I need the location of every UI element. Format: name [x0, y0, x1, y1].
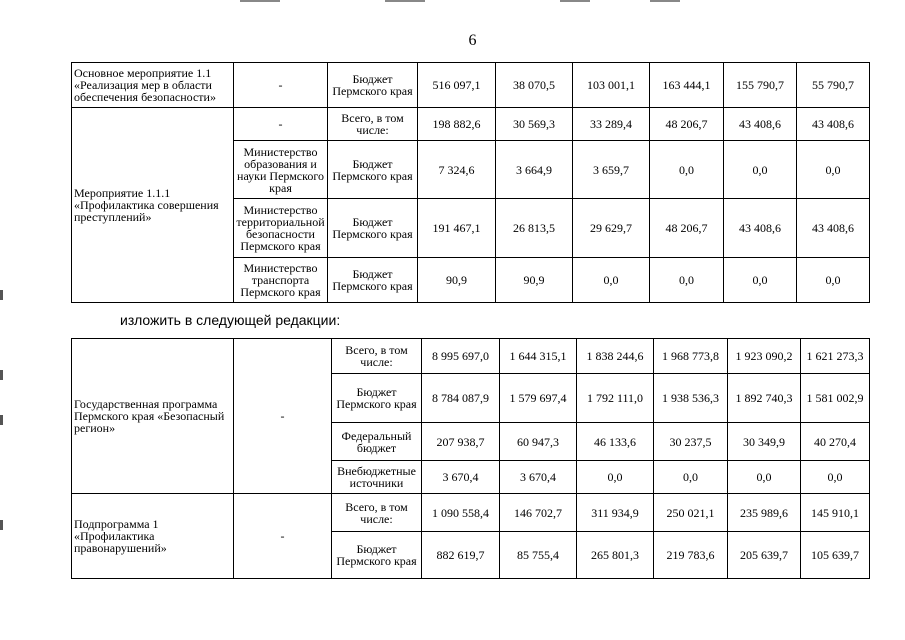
value-cell: 207 938,7: [422, 423, 500, 461]
source-cell: Всего, в том числе:: [332, 339, 422, 374]
value-cell: 90,9: [418, 258, 496, 303]
executor-cell: -: [234, 108, 328, 141]
value-cell: 48 206,7: [650, 199, 724, 258]
source-cell: Всего, в том числе:: [332, 494, 422, 532]
value-cell: 43 408,6: [797, 199, 870, 258]
value-cell: 30 349,9: [728, 423, 801, 461]
value-cell: 0,0: [797, 258, 870, 303]
scan-mark: [0, 415, 3, 425]
value-cell: 0,0: [650, 258, 724, 303]
source-cell: Всего, в том числе:: [328, 108, 418, 141]
value-cell: 26 813,5: [496, 199, 573, 258]
page-number: 6: [468, 32, 477, 49]
scan-mark: [0, 520, 3, 530]
value-cell: 0,0: [797, 141, 870, 199]
value-cell: 7 324,6: [418, 141, 496, 199]
value-cell: 163 444,1: [650, 63, 724, 108]
table-row: [72, 63, 870, 108]
value-cell: 43 408,6: [724, 199, 797, 258]
value-cell: 235 989,6: [728, 494, 801, 532]
activity-title: Основное мероприятие 1.1 «Реализация мер в области обеспечения безопасности»: [72, 63, 234, 108]
value-cell: 48 206,7: [650, 108, 724, 141]
value-cell: 3 670,4: [422, 461, 500, 494]
table-row: [72, 108, 870, 141]
source-cell: Федеральный бюджет: [332, 423, 422, 461]
executor-cell: -: [234, 339, 332, 494]
value-cell: 33 289,4: [573, 108, 650, 141]
source-cell: Бюджет Пермского края: [332, 374, 422, 423]
source-cell: Бюджет Пермского края: [332, 532, 422, 579]
value-cell: 0,0: [724, 258, 797, 303]
value-cell: 205 639,7: [728, 532, 801, 579]
table-row: [72, 339, 870, 374]
value-cell: 46 133,6: [577, 423, 654, 461]
value-cell: 3 670,4: [500, 461, 577, 494]
value-cell: 1 579 697,4: [500, 374, 577, 423]
source-cell: Бюджет Пермского края: [328, 141, 418, 199]
value-cell: 0,0: [654, 461, 728, 494]
value-cell: 0,0: [577, 461, 654, 494]
value-cell: 8 995 697,0: [422, 339, 500, 374]
value-cell: 265 801,3: [577, 532, 654, 579]
scan-mark: [240, 0, 280, 2]
activity-title: Мероприятие 1.1.1 «Профилактика совершения преступлений»: [72, 108, 234, 303]
value-cell: 155 790,7: [724, 63, 797, 108]
value-cell: 1 838 244,6: [577, 339, 654, 374]
value-cell: 90,9: [496, 258, 573, 303]
value-cell: 198 882,6: [418, 108, 496, 141]
program-title: Государственная программа Пермского края «Безопасный регион»: [72, 339, 234, 494]
value-cell: 146 702,7: [500, 494, 577, 532]
source-cell: Бюджет Пермского края: [328, 258, 418, 303]
value-cell: 43 408,6: [797, 108, 870, 141]
scan-mark: [0, 290, 3, 300]
value-cell: 882 619,7: [422, 532, 500, 579]
value-cell: 103 001,1: [573, 63, 650, 108]
scan-mark: [0, 370, 3, 380]
value-cell: 43 408,6: [724, 108, 797, 141]
value-cell: 250 021,1: [654, 494, 728, 532]
value-cell: 30 569,3: [496, 108, 573, 141]
value-cell: 516 097,1: [418, 63, 496, 108]
value-cell: 40 270,4: [801, 423, 870, 461]
value-cell: 145 910,1: [801, 494, 870, 532]
value-cell: 1 938 536,3: [654, 374, 728, 423]
value-cell: 1 892 740,3: [728, 374, 801, 423]
value-cell: 3 659,7: [573, 141, 650, 199]
value-cell: 1 621 273,3: [801, 339, 870, 374]
value-cell: 38 070,5: [496, 63, 573, 108]
value-cell: 191 467,1: [418, 199, 496, 258]
value-cell: 219 783,6: [654, 532, 728, 579]
value-cell: 1 090 558,4: [422, 494, 500, 532]
executor-cell: -: [234, 63, 328, 108]
subprogram-title: Подпрограмма 1 «Профилактика правонарушений»: [72, 494, 234, 579]
amendment-caption: изложить в следующей редакции:: [120, 312, 341, 328]
value-cell: 85 755,4: [500, 532, 577, 579]
value-cell: 1 792 111,0: [577, 374, 654, 423]
value-cell: 29 629,7: [573, 199, 650, 258]
value-cell: 0,0: [724, 141, 797, 199]
executor-cell: Министерство транспорта Пермского края: [234, 258, 328, 303]
source-cell: Внебюджетные источники: [332, 461, 422, 494]
value-cell: 0,0: [650, 141, 724, 199]
value-cell: 1 923 090,2: [728, 339, 801, 374]
value-cell: 55 790,7: [797, 63, 870, 108]
source-cell: Бюджет Пермского края: [328, 199, 418, 258]
budget-table-old: [71, 62, 870, 303]
source-cell: Бюджет Пермского края: [328, 63, 418, 108]
value-cell: 30 237,5: [654, 423, 728, 461]
table-row: [72, 494, 870, 532]
value-cell: 1 644 315,1: [500, 339, 577, 374]
value-cell: 0,0: [728, 461, 801, 494]
scan-mark: [650, 0, 680, 2]
value-cell: 3 664,9: [496, 141, 573, 199]
value-cell: 311 934,9: [577, 494, 654, 532]
executor-cell: -: [234, 494, 332, 579]
value-cell: 60 947,3: [500, 423, 577, 461]
value-cell: 1 581 002,9: [801, 374, 870, 423]
executor-cell: Министерство образования и науки Пермского края: [234, 141, 328, 199]
value-cell: 0,0: [801, 461, 870, 494]
value-cell: 8 784 087,9: [422, 374, 500, 423]
value-cell: 0,0: [573, 258, 650, 303]
value-cell: 105 639,7: [801, 532, 870, 579]
budget-table-new: [71, 338, 870, 579]
scan-mark: [560, 0, 590, 2]
scan-mark: [385, 0, 425, 2]
executor-cell: Министерство территориальной безопасности Пермского края: [234, 199, 328, 258]
value-cell: 1 968 773,8: [654, 339, 728, 374]
